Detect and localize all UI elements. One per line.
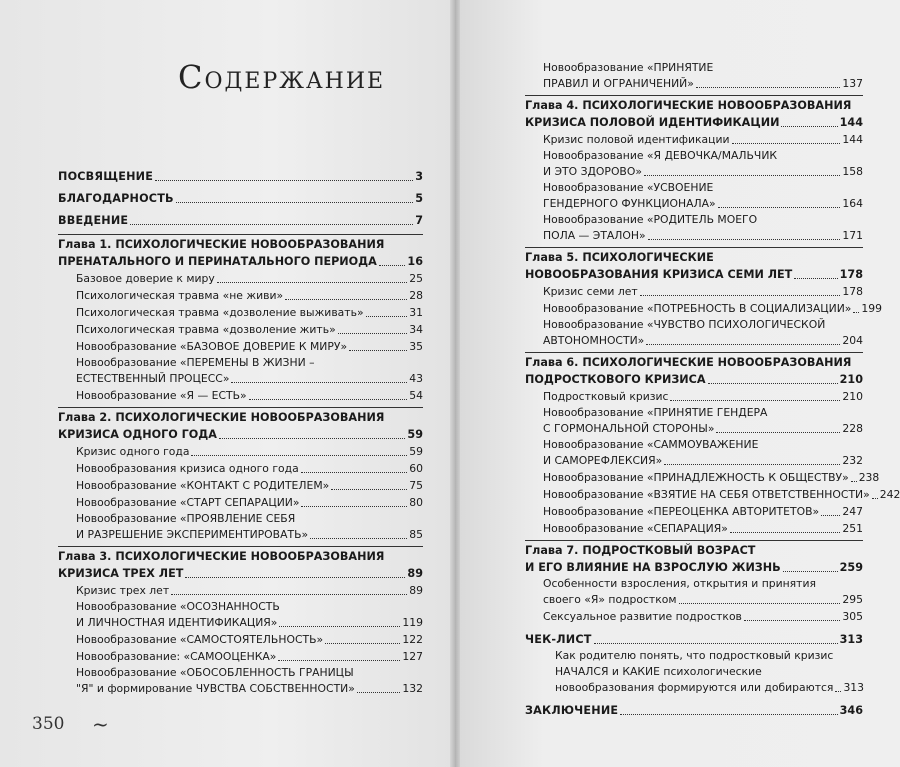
toc-item[interactable]: Новообразование «ПЕРЕМЕНЫ В ЖИЗНИ – ЕСТЕСТВЕННЫЙ ПРОЦЕСС» 43: [76, 356, 423, 385]
toc-item[interactable]: Кризис половой идентификации 144: [543, 133, 863, 146]
toc-chapter-1[interactable]: Глава 1. ПСИХОЛОГИЧЕСКИЕ НОВООБРАЗОВАНИЯ ПРЕНАТАЛЬНОГО И ПЕРИНАТАЛЬНОГО ПЕРИОДА 16: [58, 234, 423, 270]
toc-item[interactable]: Новообразование «ПРИНАДЛЕЖНОСТЬ К ОБЩЕСТВУ» 238: [543, 471, 880, 484]
toc-item[interactable]: Новообразование «ОБОСОБЛЕННОСТЬ ГРАНИЦЫ "Я" и формирование ЧУВСТВА СОБСТВЕННОСТИ» 132: [76, 666, 423, 695]
book-gutter: [450, 0, 460, 767]
toc-right: [525, 60, 900, 719]
toc-item[interactable]: Подростковый кризис 210: [543, 390, 863, 403]
toc-item[interactable]: Психологическая травма «дозволение жить» 34: [76, 323, 423, 336]
toc-item[interactable]: Кризис одного года 59: [76, 445, 423, 458]
toc-item[interactable]: Новообразование «ПОТРЕБНОСТЬ В СОЦИАЛИЗАЦИИ» 199: [543, 302, 883, 315]
toc-item[interactable]: Новообразование «РОДИТЕЛЬ МОЕГО ПОЛА — ЭТАЛОН» 171: [543, 213, 863, 242]
toc-item[interactable]: Кризис семи лет 178: [543, 285, 863, 298]
toc-item[interactable]: Новообразование «ПЕРЕОЦЕНКА АВТОРИТЕТОВ» 247: [543, 505, 863, 518]
toc-chapter-7[interactable]: Глава 7. ПОДРОСТКОВЫЙ ВОЗРАСТ И ЕГО ВЛИЯНИЕ НА ВЗРОСЛУЮ ЖИЗНЬ 259: [525, 540, 863, 576]
toc-item[interactable]: Новообразование «УСВОЕНИЕ ГЕНДЕРНОГО ФУНКЦИОНАЛА» 164: [543, 181, 863, 210]
toc-item[interactable]: Новообразование «СТАРТ СЕПАРАЦИИ» 80: [76, 496, 423, 509]
toc-item[interactable]: Психологическая травма «дозволение выживать» 31: [76, 306, 423, 319]
toc-chapter-2[interactable]: Глава 2. ПСИХОЛОГИЧЕСКИЕ НОВООБРАЗОВАНИЯ КРИЗИСА ОДНОГО ГОДА 59: [58, 407, 423, 443]
toc-item[interactable]: Новообразование: «САМООЦЕНКА» 127: [76, 650, 423, 663]
toc-item[interactable]: Новообразование «КОНТАКТ С РОДИТЕЛЕМ» 75: [76, 479, 423, 492]
toc-item[interactable]: Базовое доверие к миру 25: [76, 272, 423, 285]
toc-chapter-3[interactable]: Глава 3. ПСИХОЛОГИЧЕСКИЕ НОВООБРАЗОВАНИЯ КРИЗИСА ТРЕХ ЛЕТ 89: [58, 546, 423, 582]
toc-entry-thanks[interactable]: БЛАГОДАРНОСТЬ 5: [58, 192, 423, 205]
toc-item[interactable]: Сексуальное развитие подростков 305: [543, 610, 863, 623]
toc-item[interactable]: Новообразование «ЧУВСТВО ПСИХОЛОГИЧЕСКОЙ АВТОНОМНОСТИ» 204: [543, 318, 863, 347]
toc-item[interactable]: Новообразование «БАЗОВОЕ ДОВЕРИЕ К МИРУ» 35: [76, 340, 423, 353]
toc-item[interactable]: Особенности взросления, открытия и принятия своего «Я» подростком 295: [543, 577, 863, 606]
folio-ornament: ~: [92, 712, 109, 736]
page-number: 350: [32, 714, 65, 734]
toc-left: [58, 168, 423, 697]
toc-item[interactable]: Новообразование «Я — ЕСТЬ» 54: [76, 389, 423, 402]
toc-item[interactable]: Кризис трех лет 89: [76, 584, 423, 597]
right-page: [455, 0, 900, 767]
toc-item[interactable]: Новообразование «ОСОЗНАННОСТЬ И ЛИЧНОСТНАЯ ИДЕНТИФИКАЦИЯ» 119: [76, 600, 423, 629]
toc-chapter-6[interactable]: Глава 6. ПСИХОЛОГИЧЕСКИЕ НОВООБРАЗОВАНИЯ ПОДРОСТКОВОГО КРИЗИСА 210: [525, 352, 863, 388]
toc-entry-conclusion[interactable]: ЗАКЛЮЧЕНИЕ 346: [525, 704, 863, 717]
toc-item[interactable]: Как родителю понять, что подростковый кризис НАЧАЛСЯ и КАКИЕ психологические новообразования формируются или добираются 313: [555, 649, 865, 694]
toc-item[interactable]: Новообразование «ПРОЯВЛЕНИЕ СЕБЯ И РАЗРЕШЕНИЕ ЭКСПЕРИМЕНТИРОВАТЬ» 85: [76, 512, 423, 541]
toc-item[interactable]: Новообразования кризиса одного года 60: [76, 462, 423, 475]
page-title: Содержание: [178, 58, 386, 96]
toc-chapter-4[interactable]: Глава 4. ПСИХОЛОГИЧЕСКИЕ НОВООБРАЗОВАНИЯ КРИЗИСА ПОЛОВОЙ ИДЕНТИФИКАЦИИ 144: [525, 95, 863, 131]
toc-chapter-5[interactable]: Глава 5. ПСИХОЛОГИЧЕСКИЕ НОВООБРАЗОВАНИЯ КРИЗИСА СЕМИ ЛЕТ 178: [525, 247, 863, 283]
toc-entry-intro[interactable]: ВВЕДЕНИЕ 7: [58, 214, 423, 227]
toc-item[interactable]: Психологическая травма «не живи» 28: [76, 289, 423, 302]
toc-item[interactable]: Новообразование «СЕПАРАЦИЯ» 251: [543, 522, 863, 535]
toc-item[interactable]: Новообразование «САМОСТОЯТЕЛЬНОСТЬ» 122: [76, 633, 423, 646]
toc-entry-checklist[interactable]: ЧЕК-ЛИСТ 313: [525, 633, 863, 646]
toc-item[interactable]: Новообразование «ПРИНЯТИЕ ГЕНДЕРА С ГОРМОНАЛЬНОЙ СТОРОНЫ» 228: [543, 406, 863, 435]
toc-item[interactable]: Новообразование «САММОУВАЖЕНИЕ И САМОРЕФЛЕКСИЯ» 232: [543, 438, 863, 467]
toc-item[interactable]: Новообразование «ПРИНЯТИЕ ПРАВИЛ И ОГРАНИЧЕНИЙ» 137: [543, 61, 863, 90]
toc-item[interactable]: Новообразование «ВЗЯТИЕ НА СЕБЯ ОТВЕТСТВЕННОСТИ» 242: [543, 488, 900, 501]
toc-item[interactable]: Новообразование «Я ДЕВОЧКА/МАЛЬЧИК И ЭТО ЗДОРОВО» 158: [543, 149, 863, 178]
toc-entry-dedication[interactable]: ПОСВЯЩЕНИЕ 3: [58, 170, 423, 183]
